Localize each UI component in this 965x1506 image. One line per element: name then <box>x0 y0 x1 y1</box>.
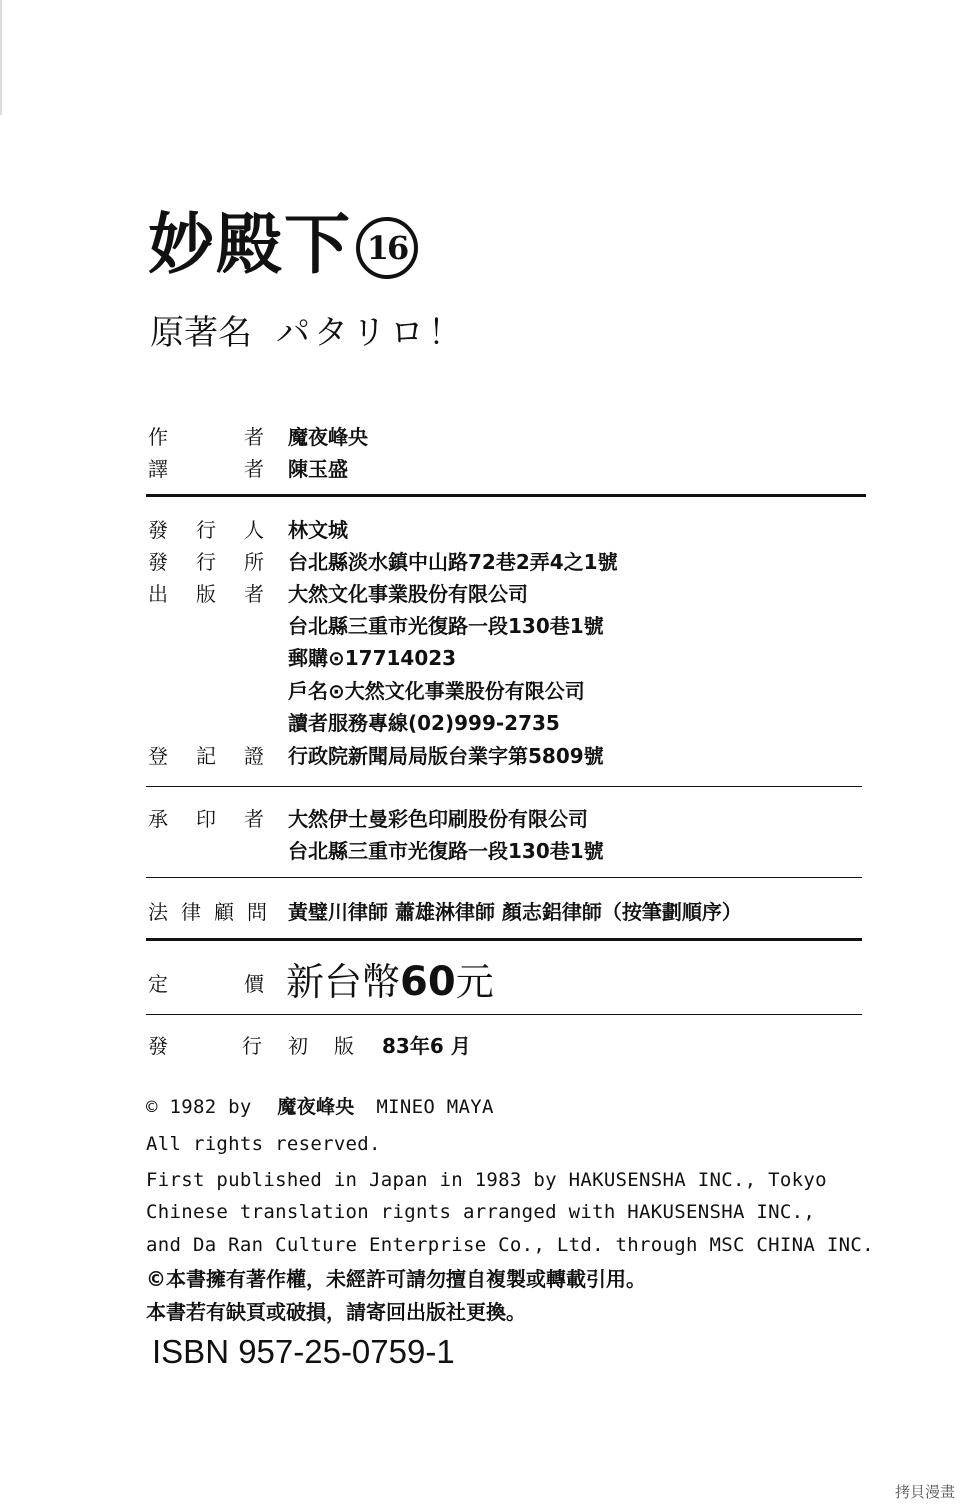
legal-counsel: 黃璧川律師 蕭雄淋律師 顏志鋁律師（按筆劃順序） <box>288 900 742 924</box>
divider-thin <box>146 1014 862 1015</box>
translator-name: 陳玉盛 <box>288 457 348 481</box>
author-name: 魔夜峰央 <box>288 425 368 449</box>
price-value <box>286 956 494 1008</box>
publication-line: First published in Japan in 1983 by HAKUSENSHA INC., Tokyo <box>146 1169 827 1191</box>
rights-line: All rights reserved. <box>146 1133 381 1155</box>
divider-thick <box>146 938 862 941</box>
copyright-year: © 1982 by <box>146 1096 252 1118</box>
press-mail-order: 郵購⊙17714023 <box>288 646 457 670</box>
price-amount: 60 <box>400 959 456 1005</box>
edition-date: 83年6 月 <box>382 1034 471 1058</box>
copyright-author-en: MINEO MAYA <box>376 1096 494 1118</box>
volume-number-badge: 16 <box>356 217 418 279</box>
price-currency: 新台幣 <box>286 960 401 1004</box>
original-title-label: 原著名 <box>150 313 252 353</box>
divider-thick <box>146 494 866 497</box>
office-address: 台北縣淡水鎮中山路72巷2弄4之1號 <box>288 550 618 574</box>
page-edge-mark <box>0 0 2 115</box>
issuer-name: 林文城 <box>288 518 348 542</box>
registration-number: 行政院新聞局局版台業字第5809號 <box>288 744 604 768</box>
price-unit: 元 <box>455 960 494 1004</box>
translation-line: Chinese translation rignts arranged with HAKUSENSHA INC., <box>146 1201 816 1223</box>
original-title-name: パタリロ！ <box>276 313 466 353</box>
copyright-author-cn: 魔夜峰央 <box>277 1096 355 1118</box>
press-account-name: 戶名⊙大然文化事業股份有限公司 <box>288 679 585 703</box>
book-title-text: 妙殿下 <box>148 206 352 283</box>
printer-company: 大然伊士曼彩色印刷股份有限公司 <box>288 807 588 831</box>
book-title <box>148 205 418 285</box>
agency-line: and Da Ran Culture Enterprise Co., Ltd. through MSC CHINA INC. <box>146 1234 874 1256</box>
divider-thin <box>146 786 862 787</box>
divider-thin <box>146 877 862 878</box>
watermark-logo: 拷貝漫畫 <box>894 1483 955 1501</box>
copyright-line <box>146 1093 494 1121</box>
replacement-notice-cn: 本書若有缺頁或破損，請寄回出版社更換。 <box>146 1300 526 1324</box>
press-service-line: 讀者服務專線(02)999-2735 <box>288 711 560 735</box>
original-title <box>150 310 466 356</box>
copyright-notice-cn: ©本書擁有著作權，未經許可請勿擅自複製或轉載引用。 <box>146 1267 646 1291</box>
isbn-number: ISBN 957-25-0759-1 <box>152 1333 455 1370</box>
press-address: 台北縣三重市光復路一段130巷1號 <box>288 614 604 638</box>
printer-address: 台北縣三重市光復路一段130巷1號 <box>288 839 604 863</box>
press-company: 大然文化事業股份有限公司 <box>288 582 528 606</box>
